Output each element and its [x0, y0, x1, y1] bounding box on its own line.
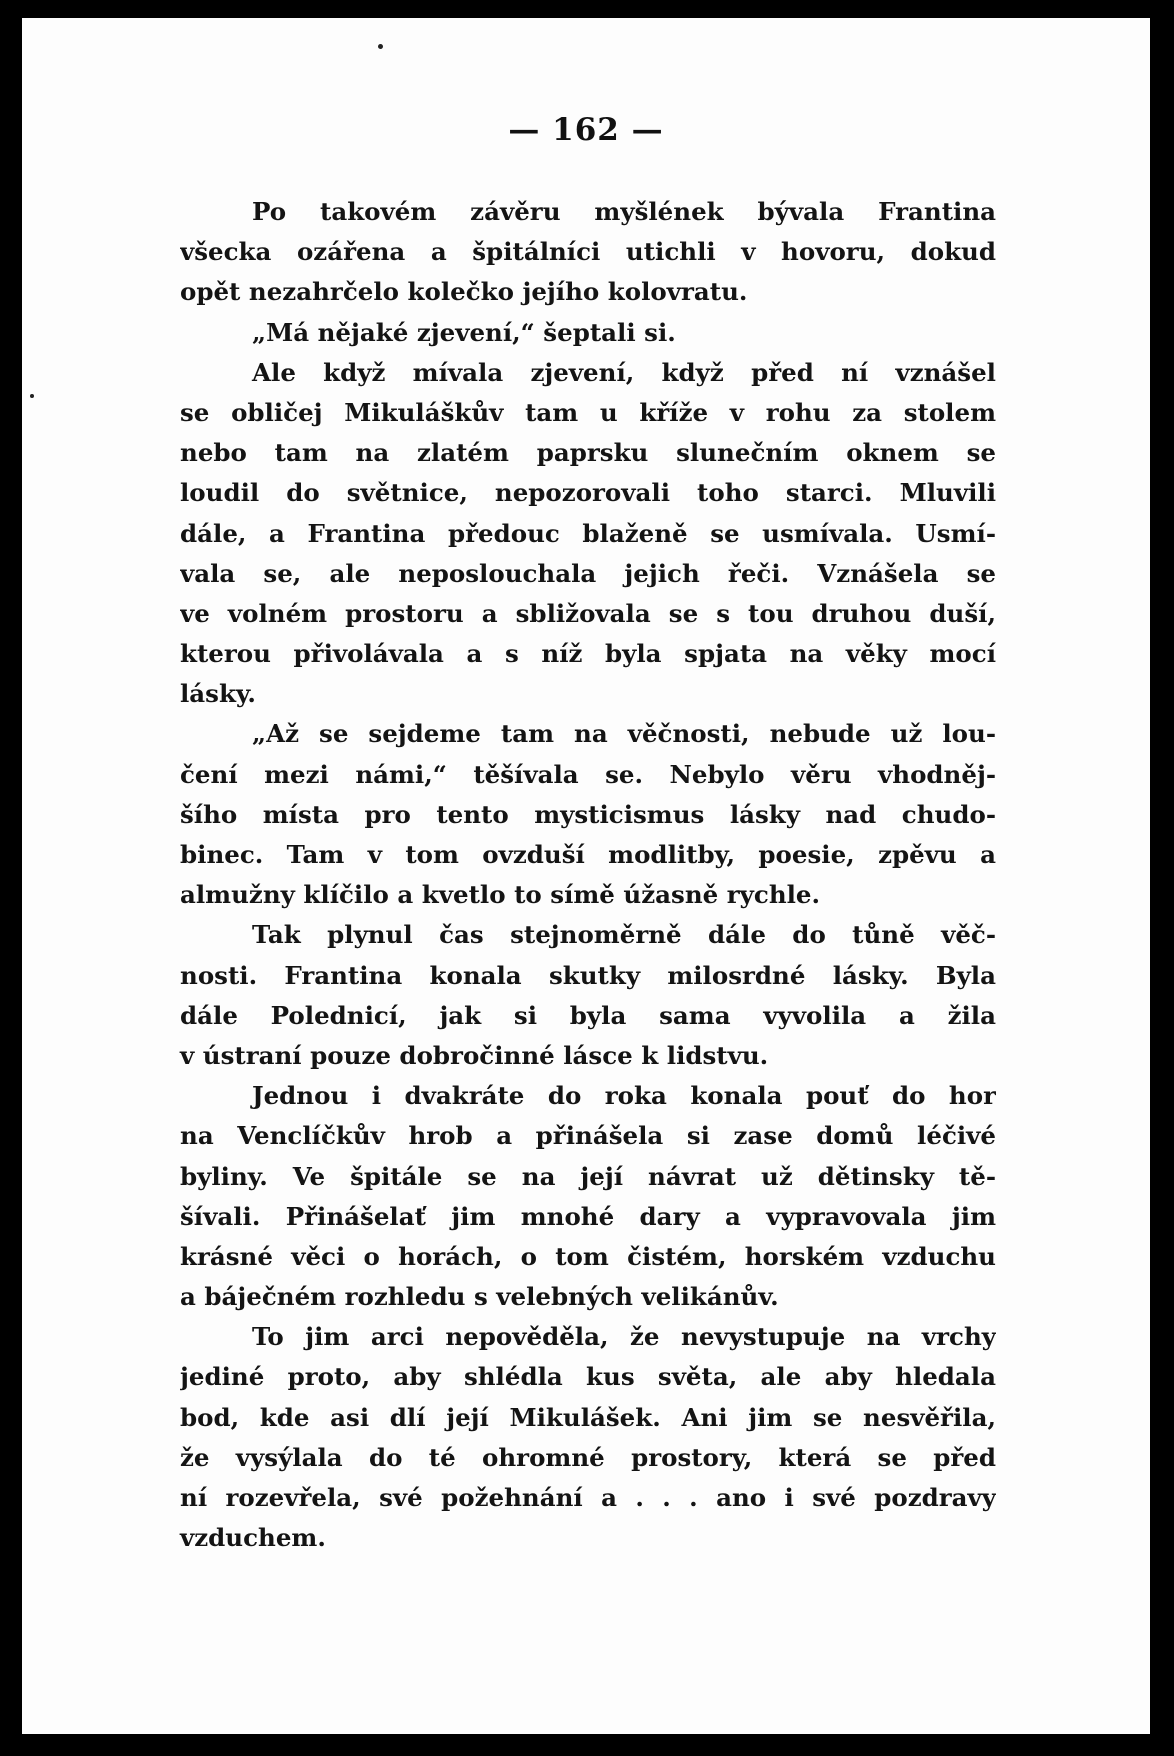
text-line: dále Polednicí, jak si byla sama vyvolila a žila — [180, 1000, 996, 1030]
text-line: nebo tam na zlatém paprsku slunečním oknem se — [180, 438, 996, 468]
text-line: „Má nějaké zjevení,“ šeptali si. — [252, 317, 676, 347]
text-line: že vysýlala do té ohromné prostory, která se před — [180, 1442, 996, 1472]
ink-speck — [378, 44, 383, 49]
book-page — [22, 18, 1150, 1734]
text-line: na Venclíčkův hrob a přinášela si zase domů léčivé — [180, 1121, 996, 1151]
text-line: binec. Tam v tom ovzduší modlitby, poesie, zpěvu a — [180, 840, 996, 869]
text-line: lásky. — [180, 679, 256, 709]
text-line: Jednou i dvakráte do roka konala pouť do hor — [252, 1081, 996, 1111]
text-line: ve volném prostoru a sbližovala se s tou druhou duší, — [180, 598, 996, 628]
text-line: dále, a Frantina předouc blaženě se usmívala. Usmí- — [180, 518, 996, 548]
text-line: v ústraní pouze dobročinné lásce k lidstvu. — [180, 1040, 769, 1070]
text-line: čení mezi námi,“ těšívala se. Nebylo věru vhodněj- — [180, 759, 996, 789]
text-line: loudil do světnice, nepozorovali toho starci. Mluvili — [180, 478, 996, 508]
text-line: ní rozevřela, své požehnání a . . . ano i své pozdravy — [180, 1483, 996, 1512]
text-line: šívali. Přinášelať jim mnohé dary a vypravovala jim — [180, 1201, 996, 1231]
text-line: kterou přivolávala a s níž byla spjata na věky mocí — [180, 639, 996, 669]
text-line: šího místa pro tento mysticismus lásky nad chudo- — [180, 799, 996, 829]
text-line: jediné proto, aby shlédla kus světa, ale aby hledala — [180, 1362, 996, 1392]
text-line: Tak plynul čas stejnoměrně dále do tůně věč- — [252, 920, 996, 950]
text-line: Ale když mívala zjevení, když před ní vznášel — [252, 357, 996, 387]
text-line: opět nezahrčelo kolečko jejího kolovratu. — [180, 277, 748, 307]
text-line: To jim arci nepověděla, že nevystupuje na vrchy — [252, 1322, 996, 1352]
text-line: „Až se sejdeme tam na věčnosti, nebude už lou- — [252, 719, 996, 749]
text-line: byliny. Ve špitále se na její návrat už dětinsky tě- — [180, 1161, 996, 1191]
text-line: se obličej Mikuláškův tam u kříže v rohu za stolem — [180, 397, 996, 427]
text-line: vala se, ale neposlouchala jejich řeči. Vznášela se — [180, 558, 996, 588]
text-line: vzduchem. — [180, 1523, 326, 1553]
text-line: krásné věci o horách, o tom čistém, horském vzduchu — [180, 1241, 996, 1271]
text-line: nosti. Frantina konala skutky milosrdné lásky. Byla — [180, 960, 996, 990]
text-line: almužny klíčilo a kvetlo to símě úžasně rychle. — [180, 880, 821, 910]
ink-speck — [30, 394, 34, 398]
text-line: Po takovém závěru myšlének bývala Frantina — [252, 197, 996, 226]
page-number: — 162 — — [508, 112, 664, 148]
text-line: bod, kde asi dlí její Mikulášek. Ani jim se nesvěřila, — [180, 1402, 996, 1432]
body-text — [180, 192, 996, 1558]
text-line: všecka ozářena a špitálníci utichli v hovoru, dokud — [180, 237, 996, 267]
text-line: a báječném rozhledu s velebných velikánův. — [180, 1282, 779, 1312]
